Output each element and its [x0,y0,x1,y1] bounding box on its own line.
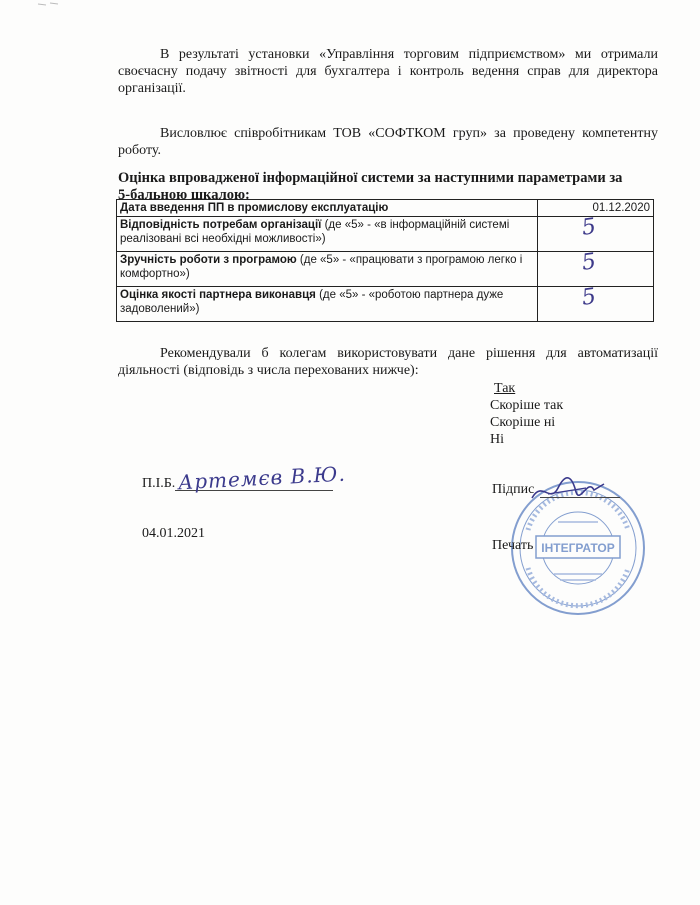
row-note: (де «5» - «роботою партнера дуже задоволений») [120,289,504,315]
option-yes: Так [494,381,516,396]
table-row [117,252,654,287]
pib-label: П.І.Б. [142,476,176,491]
handwritten-score: 5 [580,249,598,276]
seal-text: ІНТЕГРАТОР [541,541,615,555]
option-no: Ні [490,432,504,447]
pib-handwritten-name: Артемєв В.Ю. [177,461,347,495]
thanks-paragraph: Висловлює співробітникам ТОВ «СОФТКОМ груп» за проведену компетентну роботу. [118,126,658,158]
signature-label: Підпис [492,482,535,497]
document-date: 04.01.2021 [142,526,205,541]
row-title: Відповідність потребам організації [120,219,322,231]
seal-label: Печать [492,538,534,553]
date-value: 01.12.2020 [537,200,653,217]
table-row [117,217,654,252]
rating-table [116,199,654,322]
rating-heading: Оцінка впровадженої інформаційної системи за наступними параметрами за 5-бальною шкалою: [118,170,623,203]
option-rather-yes: Скоріше так [490,398,564,413]
scan-artifact [36,0,66,10]
row-title: Зручність роботи з програмою [120,254,297,266]
recommend-paragraph: Рекомендували б колегам використовувати дане рішення для автоматизації діяльності (відповідь з числа перехованих нижче): [118,346,658,378]
table-row [117,287,654,322]
row-note: (де «5» - «працювати з програмою легко і комфортно») [120,254,523,280]
table-row [117,200,654,217]
intro-paragraph: В результаті установки «Управління торговим підприємством» ми отримали своєчасну подачу звітності для бухгалтера і контроль ведення справ для директора організації. [118,47,658,96]
handwritten-score: 5 [580,214,598,241]
handwritten-score: 5 [580,284,598,311]
signature-icon [528,470,608,510]
option-rather-no: Скоріше ні [490,415,556,430]
row-note: (де «5» - «в інформаційній системі реалізовані всі необхідні можливості») [120,219,510,245]
row-title: Оцінка якості партнера виконавця [120,289,316,301]
answer-options [490,380,563,448]
row-title: Дата введення ПП в промислову експлуатацію [120,202,389,214]
